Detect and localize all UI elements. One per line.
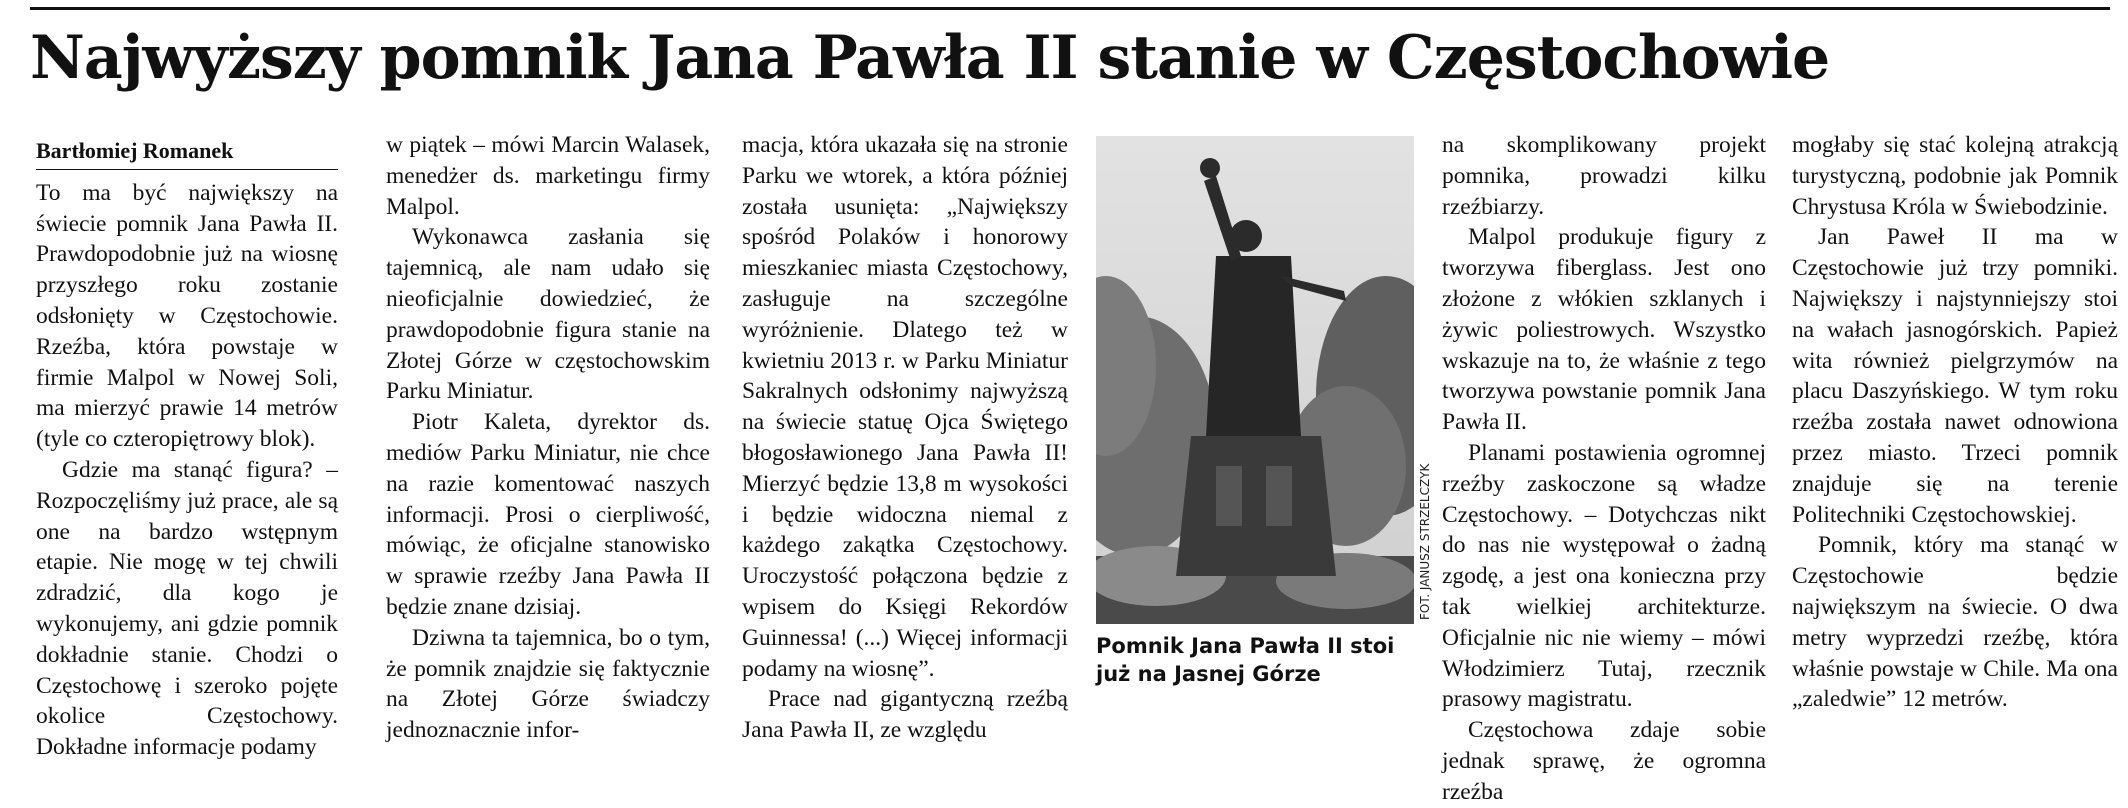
photo-caption: Pomnik Jana Pawła II stoi już na Jasnej Górze (1096, 634, 1395, 686)
paragraph: To ma być największy na świecie pomnik Jana Pawła II. Prawdopodobnie już na wiosnę przyszłego roku zostanie odsłonięty w Częstochowie. Rzeźba, która powstaje w firmie Malpol w Nowej Soli, ma mierzyć prawie 14 metrów (tyle co czteropiętrowy blok). (36, 179, 338, 453)
paragraph: Jan Paweł II ma w Częstochowie już trzy pomniki. Największy i najstynniejszy stoi na wałach jasnogórskich. Papież wita również pielgrzymów na placu Daszyńskiego. W tym roku rzeźba została nawet odnowiona przez miasto. Trzeci pomnik znajduje się na terenie Politechniki Częstochowskiej. (1792, 224, 2118, 528)
byline: Bartłomiej Romanek (36, 136, 338, 170)
paragraph: na skomplikowany projekt pomnika, prowadzi kilku rzeźbiarzy. (1442, 132, 1766, 220)
article-column-2 (386, 130, 710, 746)
paragraph: Częstochowa zdaje sobie jednak sprawę, że ogromna rzeźba (1442, 717, 1766, 805)
paragraph: Planami postawienia ogromnej rzeźby zaskoczone są władze Częstochowy. – Dotychczas nikt do nas nie występował o żadną zgodę, a jest ona konieczna przy tak wielkiej architekturze. Oficjalnie nic nie wiemy – mówi Włodzimierz Tutaj, rzecznik prasowy magistratu. (1442, 439, 1766, 713)
top-rule (30, 7, 2110, 10)
paragraph: Pomnik, który ma stanąć w Częstochowie będzie największym na świecie. O dwa metry wyprzedzi rzeźbę, która właśnie powstaje w Chile. Ma ona „zaledwie” 12 metrów. (1792, 532, 2118, 713)
article-column-5 (1442, 130, 1766, 808)
paragraph: mogłaby się stać kolejną atrakcją turystyczną, podobnie jak Pomnik Chrystusa Króla w Świebodzinie. (1792, 132, 2118, 220)
article-column-1 (36, 136, 338, 763)
article-column-6 (1792, 130, 2118, 715)
paragraph: Piotr Kaleta, dyrektor ds. mediów Parku Miniatur, nie chce na razie komentować naszych informacji. Prosi o cierpliwość, mówiąc, że oficjalne stanowisko w sprawie rzeźby Jana Pawła II będzie znane dzisiaj. (386, 409, 710, 620)
article-column-3 (742, 130, 1068, 746)
paragraph: w piątek – mówi Marcin Walasek, menedżer ds. marketingu firmy Malpol. (386, 132, 710, 220)
paragraph: Dziwna ta tajemnica, bo o tym, że pomnik znajdzie się faktycznie na Złotej Górze świadczy jednoznacznie infor- (386, 624, 710, 744)
photo-credit: FOT. JANUSZ STRZELCZYK (1418, 463, 1432, 620)
statue-photo (1096, 136, 1414, 624)
paragraph: Wykonawca zasłania się tajemnicą, ale nam udało się nieoficjalnie dowiedzieć, że prawdopodobnie figura stanie na Złotej Górze w częstochowskim Parku Miniatur. (386, 224, 710, 405)
paragraph: Prace nad gigantyczną rzeźbą Jana Pawła II, ze względu (742, 686, 1068, 744)
paragraph: Malpol produkuje figury z tworzywa fiberglass. Jest ono złożone z włókien szklanych i żywic poliestrowych. Wszystko wskazuje na to, że właśnie z tego tworzywa powstanie pomnik Jana Pawła II. (1442, 224, 1766, 436)
paragraph: Gdzie ma stanąć figura? – Rozpoczęliśmy już prace, ale są one na bardzo wstępnym etapie. Nie mogę w tej chwili zdradzić, dla kogo je wykonujemy, ani gdzie pomnik dokładnie stanie. Chodzi o Częstochowę i szeroko pojęte okolice Częstochowy. Dokładne informacje podamy (36, 456, 338, 761)
paragraph: macja, która ukazała się na stronie Parku we wtorek, a która później została usunięta: „Największy spośród Polaków i honorowy mieszkaniec miasta Częstochowy, zasługuje na szczególne wyróżnienie. Dlatego też w kwietniu 2013 r. w Parku Miniatur Sakralnych odsłonimy najwyższą na świecie statuę Ojca Świętego błogosławionego Jana Pawła II! Mierzyć będzie 13,8 m wysokości i będzie widoczna niemal z każdego zakątka Częstochowy. Uroczystość połączona będzie z wpisem do Księgi Rekordów Guinnessa! (...) Więcej informacji podamy na wiosnę”. (742, 132, 1068, 682)
headline: Najwyższy pomnik Jana Pawła II stanie w Częstochowie (30, 23, 1830, 93)
